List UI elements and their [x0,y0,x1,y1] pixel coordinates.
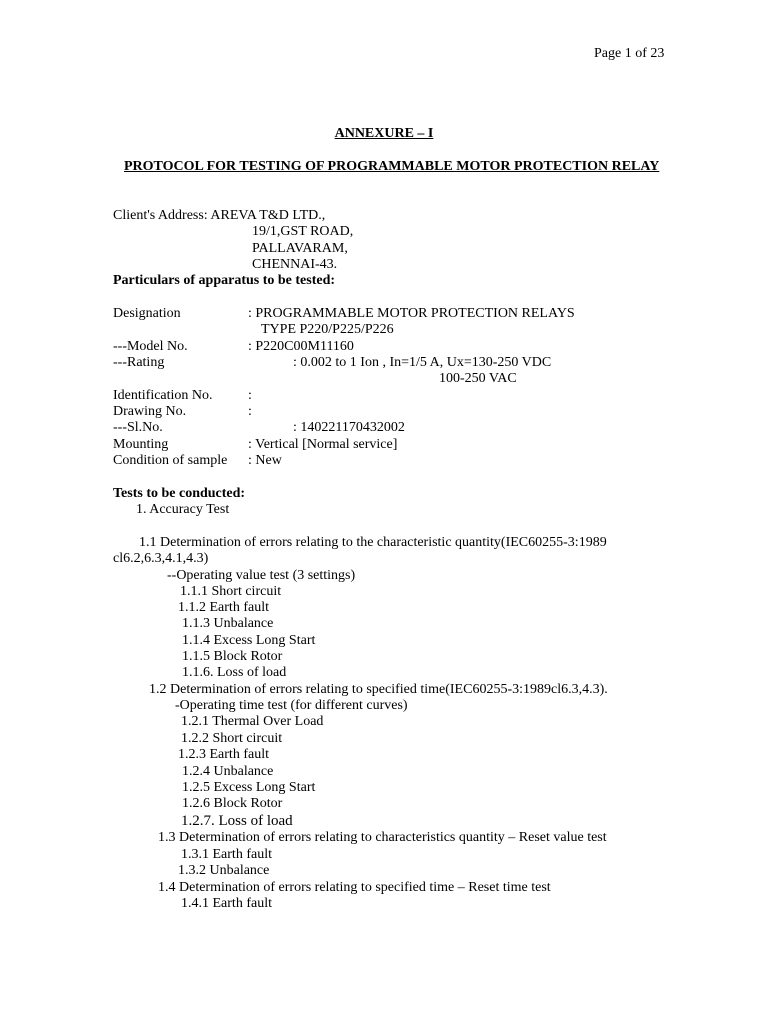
client-address-line1: Client's Address: AREVA T&D LTD., [113,208,326,223]
drawing-label: Drawing No. [113,404,187,419]
client-address-line2: 19/1,GST ROAD, [252,224,354,239]
model-label: ---Model No. [113,339,188,354]
test-1-1-5: 1.1.5 Block Rotor [182,649,283,664]
test-1-4-1: 1.4.1 Earth fault [181,896,272,911]
protocol-title: PROTOCOL FOR TESTING OF PROGRAMMABLE MOTOR PROTECTION RELAY [124,159,660,174]
identification-value: : [248,388,252,403]
test-1-1-clause: cl6.2,6.3,4.1,4.3) [113,551,209,566]
test-1-2: 1.2 Determination of errors relating to specified time(IEC60255-3:1989cl6.3,4.3). [149,682,608,697]
slno-value: : 140221170432002 [293,420,405,435]
test-1-2-1: 1.2.1 Thermal Over Load [181,714,324,729]
designation-value: : PROGRAMMABLE MOTOR PROTECTION RELAYS [248,306,575,321]
designation-value-type: TYPE P220/P225/P226 [261,322,394,337]
test-1-4: 1.4 Determination of errors relating to specified time – Reset time test [158,880,551,895]
page-number: Page 1 of 23 [594,46,665,61]
test-1-2-3: 1.2.3 Earth fault [178,747,269,762]
drawing-value: : [248,404,252,419]
test-1-1-6: 1.1.6. Loss of load [182,665,287,680]
tests-heading: Tests to be conducted: [113,486,246,501]
annexure-heading: ANNEXURE – I [334,126,434,141]
test-1-3-2: 1.3.2 Unbalance [178,863,270,878]
slno-label: ---Sl.No. [113,420,163,435]
condition-label: Condition of sample [113,453,228,468]
identification-label: Identification No. [113,388,213,403]
test-1-1-4: 1.1.4 Excess Long Start [182,633,316,648]
test-1-3-1: 1.3.1 Earth fault [181,847,272,862]
model-value: : P220C00M11160 [248,339,354,354]
test-1-2-5: 1.2.5 Excess Long Start [182,780,316,795]
test-1-1-operating-value: --Operating value test (3 settings) [167,568,356,583]
rating-value: : 0.002 to 1 Ion , In=1/5 A, Ux=130-250 VDC [293,355,552,370]
rating-label: ---Rating [113,355,165,370]
mounting-value: : Vertical [Normal service] [248,437,398,452]
client-address-line3: PALLAVARAM, [252,241,348,256]
client-address-line4: CHENNAI-43. [252,257,338,272]
test-1-2-2: 1.2.2 Short circuit [181,731,283,746]
test-1-1-2: 1.1.2 Earth fault [178,600,269,615]
test-1-2-4: 1.2.4 Unbalance [182,764,274,779]
designation-label: Designation [113,306,181,321]
test-1-1-1: 1.1.1 Short circuit [180,584,282,599]
particulars-heading: Particulars of apparatus to be tested: [113,273,336,288]
condition-value: : New [248,453,282,468]
test-1-1-3: 1.1.3 Unbalance [182,616,274,631]
test-1-1: 1.1 Determination of errors relating to the characteristic quantity(IEC60255-3:1989 [139,535,607,550]
rating-value-ac: 100-250 VAC [439,371,517,386]
test-1-2-7: 1.2.7. Loss of load [181,813,293,829]
test-1-3: 1.3 Determination of errors relating to characteristics quantity – Reset value test [158,830,607,845]
test-1: 1. Accuracy Test [136,502,230,517]
test-1-2-6: 1.2.6 Block Rotor [182,796,283,811]
mounting-label: Mounting [113,437,169,452]
test-1-2-operating-time: -Operating time test (for different curves) [175,698,408,713]
